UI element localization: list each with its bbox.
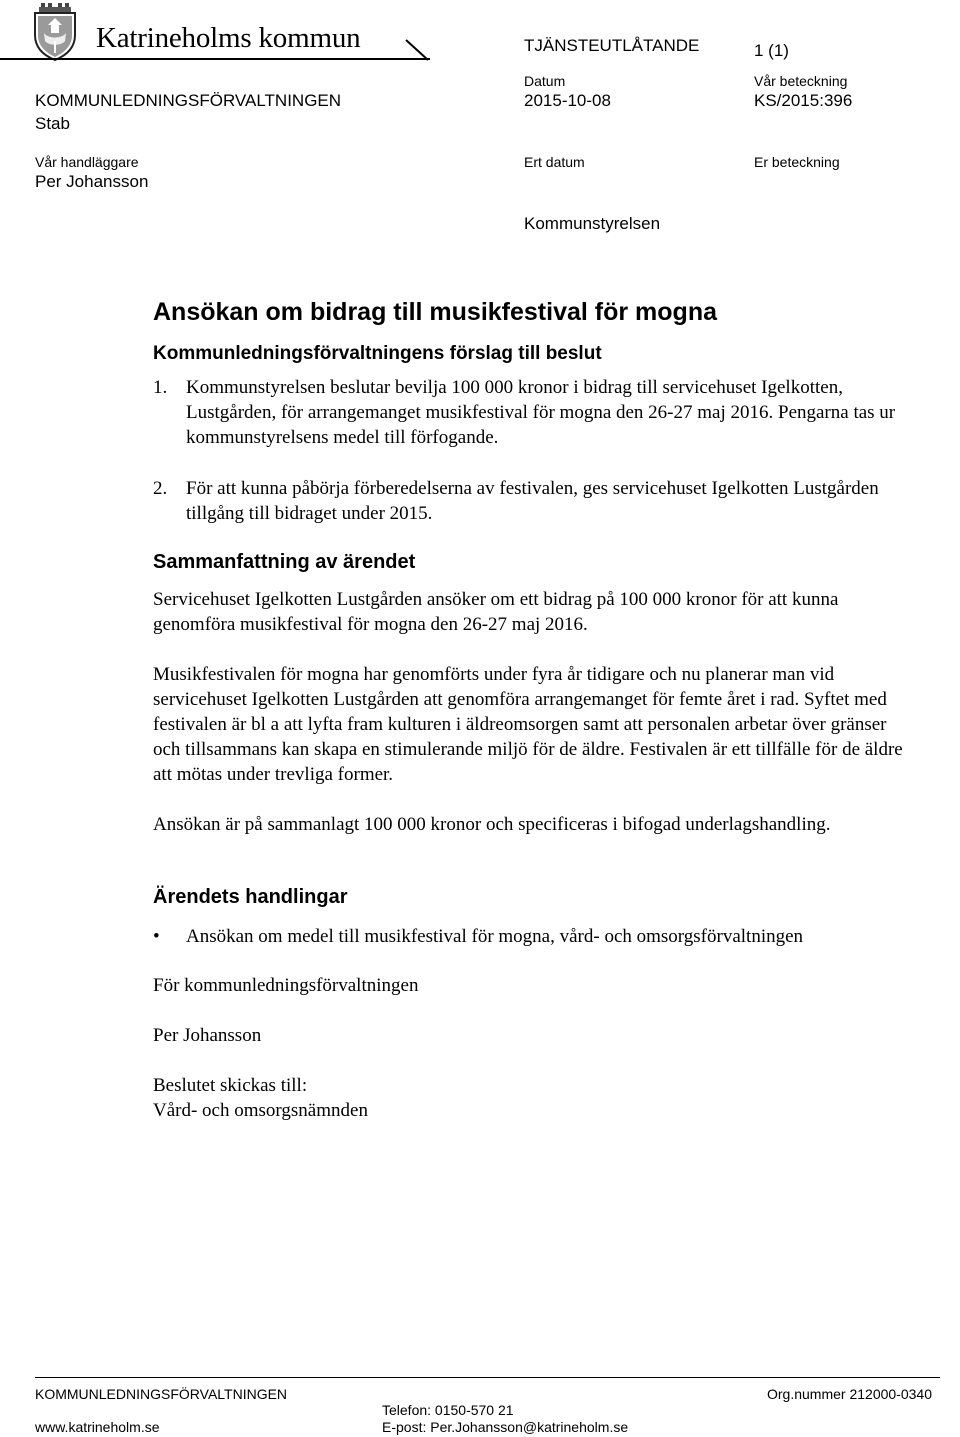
- proposal-text: Kommunstyrelsen beslutar bevilja 100 000 kronor i bidrag till servicehuset Igelkotten, Lustgården, för arrangemanget musikfestival för mogna den 26-27 maj 2016. Pengarna tas ur kommunstyrelsens medel till förfogande.: [186, 377, 896, 448]
- bullet-icon: •: [153, 926, 160, 947]
- header-rule: [0, 58, 430, 60]
- summary-paragraph: Musikfestivalen för mogna har genomförts under fyra år tidigare och nu planerar man vid servicehuset Igelkotten Lustgården att genomföra arrangemanget för femte året i rad. Syftet med festivalen är bl a att lyfta fram kulturen i äldreomsorgen samt att personalen arbetar över gränser och tillsammans kan skapa en stimulerande miljö för de äldre. Festivalen är ett tillfälle för de äldre att mötas under trevliga former.: [153, 664, 903, 785]
- proposal-item: [153, 476, 903, 526]
- signoff-name: Per Johansson: [153, 1025, 262, 1046]
- proposal-number: 2.: [153, 478, 168, 499]
- document-type: TJÄNSTEUTLÅTANDE: [524, 36, 700, 55]
- document-title: Ansökan om bidrag till musikfestival för mogna: [153, 298, 717, 326]
- summary-paragraph: Ansökan är på sammanlagt 100 000 kronor och specificeras i bifogad underlagshandling.: [153, 814, 831, 835]
- page-count: 1 (1): [754, 41, 789, 60]
- footer-email[interactable]: E-post: Per.Johansson@katrineholm.se: [382, 1419, 629, 1435]
- your-date-label: Ert datum: [524, 154, 585, 170]
- summary-heading: Sammanfattning av ärendet: [153, 551, 416, 573]
- coat-of-arms-icon: [32, 3, 78, 61]
- our-reference-value: KS/2015:396: [754, 91, 853, 110]
- sent-to-value: Vård- och omsorgsnämnden: [153, 1100, 368, 1121]
- summary-paragraph: Servicehuset Igelkotten Lustgården ansöker om ett bidrag på 100 000 kronor för att kunna genomföra musikfestival för mogna den 26-27 maj 2016.: [153, 589, 839, 635]
- proposal-text: För att kunna påbörja förberedelserna av festivalen, ges servicehuset Igelkotten Lustgården tillgång till bidraget under 2015.: [186, 478, 879, 524]
- header-rule-slant: [404, 38, 434, 62]
- footer-website[interactable]: www.katrineholm.se: [35, 1419, 160, 1435]
- handler-value: Per Johansson: [35, 172, 149, 191]
- document-title-text: Ansökan om medel till musikfestival för mogna, vård- och omsorgsförvaltningen: [186, 926, 804, 947]
- footer-department: KOMMUNLEDNINGSFÖRVALTNINGEN: [35, 1386, 288, 1402]
- department-name: KOMMUNLEDNINGSFÖRVALTNINGEN: [35, 91, 342, 110]
- recipient: Kommunstyrelsen: [524, 214, 661, 233]
- organization-name: Katrineholms kommun: [96, 22, 361, 54]
- footer-org-number: Org.nummer 212000-0340: [767, 1386, 932, 1402]
- document-list-item: [153, 924, 913, 949]
- proposal-item: [153, 375, 903, 450]
- proposal-heading: Kommunledningsförvaltningens förslag till beslut: [153, 343, 602, 364]
- footer-rule: [35, 1377, 940, 1378]
- documents-heading: Ärendets handlingar: [153, 886, 348, 908]
- date-label: Datum: [524, 73, 566, 89]
- proposal-number: 1.: [153, 377, 168, 398]
- your-reference-label: Er beteckning: [754, 154, 840, 170]
- sent-to-label: Beslutet skickas till:: [153, 1075, 308, 1096]
- signoff-organization: För kommunledningsförvaltningen: [153, 975, 419, 996]
- our-reference-label: Vår beteckning: [754, 73, 848, 89]
- footer-phone: Telefon: 0150-570 21: [382, 1402, 514, 1418]
- date-value: 2015-10-08: [524, 91, 611, 110]
- unit-name: Stab: [35, 114, 70, 133]
- handler-label: Vår handläggare: [35, 154, 139, 170]
